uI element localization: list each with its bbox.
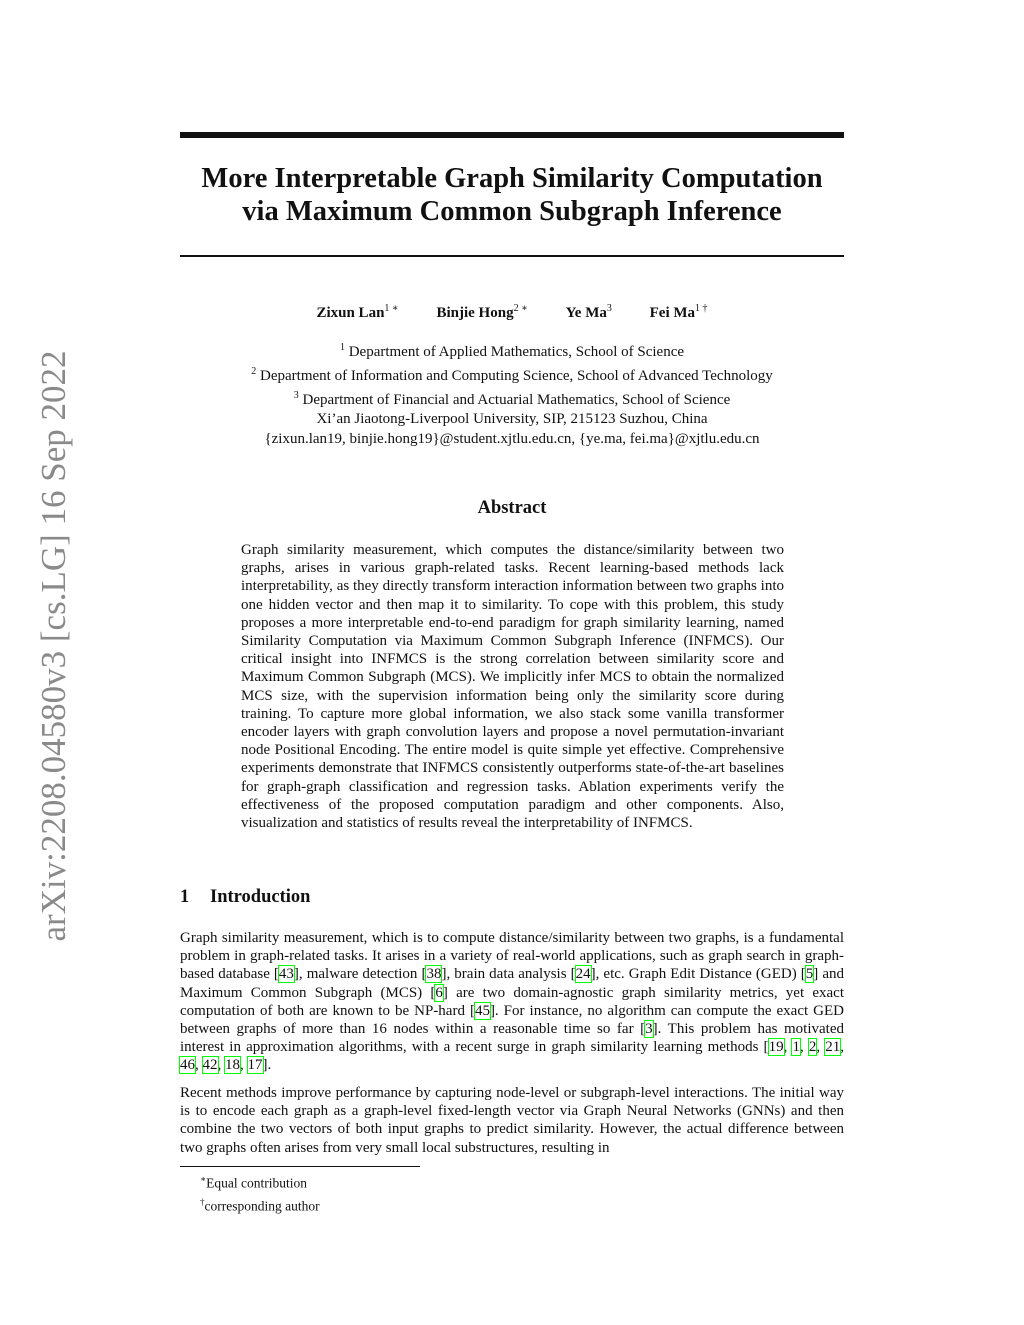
title-line-2: via Maximum Common Subgraph Inference xyxy=(242,196,782,227)
paragraph-text: Graph similarity measurement, which is to compute distance/similarity between two graphs, is a fundamental problem in graph-related tasks. It arises in a variety of real-world applications, such as graph search in graph-based database [ xyxy=(180,930,844,983)
author-name: Zixun Lan xyxy=(316,305,385,321)
section-heading-introduction xyxy=(180,886,310,908)
citation-link[interactable]: 18 xyxy=(225,1057,240,1074)
affiliation-3 xyxy=(180,386,844,410)
author-zixun-lan xyxy=(316,298,398,324)
title-line-1: More Interpretable Graph Similarity Computation xyxy=(201,163,823,194)
affiliation-1 xyxy=(180,338,844,362)
citation-link[interactable]: 43 xyxy=(278,966,294,983)
citation-separator: , xyxy=(799,1039,809,1056)
citation-link[interactable]: 2 xyxy=(808,1039,817,1056)
paragraph-text: ], malware detection [ xyxy=(293,966,427,983)
citation-link[interactable]: 38 xyxy=(426,966,442,983)
affiliation-mark: 3 xyxy=(293,390,299,401)
citation-link[interactable]: 45 xyxy=(474,1002,490,1019)
paragraph-text: ]. This problem has motivated interest in approximation algorithms, with a recent surge in graph similarity learning methods [ xyxy=(180,1021,844,1056)
author-name: Binjie Hong xyxy=(436,305,514,321)
affiliation-mark: 1 xyxy=(339,342,345,353)
footnotes xyxy=(200,1170,320,1215)
title-top-rule xyxy=(180,132,844,138)
paragraph-text: ], etc. Graph Edit Distance (GED) [ xyxy=(590,966,806,983)
affiliation-mark: 2 xyxy=(251,366,257,377)
citation-separator: , xyxy=(783,1039,793,1056)
citation-link[interactable]: 46 xyxy=(180,1057,195,1074)
footnote-text: corresponding author xyxy=(204,1198,320,1213)
title-bottom-rule xyxy=(180,255,844,257)
author-name: Fei Ma xyxy=(649,305,696,321)
author-fei-ma xyxy=(650,298,708,324)
paragraph-text: ], brain data analysis [ xyxy=(441,966,576,983)
citation-link[interactable]: 17 xyxy=(247,1057,263,1074)
author-mark: 1 † xyxy=(695,303,708,314)
affiliation-text: Department of Information and Computing Science, School of Advanced Technology xyxy=(256,368,773,384)
author-mark: 3 xyxy=(606,303,612,314)
citation-link[interactable]: 6 xyxy=(435,984,443,1001)
footnote-corresponding-author xyxy=(200,1193,320,1216)
citation-separator: , xyxy=(816,1039,826,1056)
paragraph-text: ] are two domain-agnostic graph similarity metrics, yet exact computation of both are known to be NP-hard [ xyxy=(180,984,844,1019)
footnote-equal-contribution xyxy=(200,1170,320,1193)
citation-separator: , xyxy=(217,1057,225,1074)
citation-link[interactable]: 19 xyxy=(768,1039,784,1056)
citation-link[interactable]: 1 xyxy=(792,1039,800,1056)
author-list xyxy=(180,298,844,324)
citation-separator: , xyxy=(840,1039,845,1056)
author-ye-ma xyxy=(566,298,612,324)
arxiv-identifier-stamp[interactable]: arXiv:2208.04580v3 [cs.LG] 16 Sep 2022 xyxy=(34,350,73,942)
affiliation-university xyxy=(180,410,844,429)
footnote-text: Equal contribution xyxy=(206,1175,307,1191)
introduction-paragraph-2: Recent methods improve performance by capturing node-level or subgraph-level interactions. The initial way is to encode each graph as a graph-level fixed-length vector via Graph Neural Networks (GNNs) and then combine the two vectors of both input graphs to predict similarity. However, the actual difference between two graphs often arises from very small local substructures, resulting in xyxy=(180,1085,844,1156)
author-emails[interactable]: {zixun.lan19, binjie.hong19}@student.xjtlu.edu.cn, {ye.ma, fei.ma}@xjtlu.edu.cn xyxy=(264,431,760,447)
paragraph-text: ]. For instance, no algorithm can compute the exact GED between graphs of more than 16 nodes within a reasonable time so far [ xyxy=(180,1002,844,1038)
paper-title xyxy=(180,162,844,228)
author-name: Ye Ma xyxy=(565,305,607,321)
abstract-text: Graph similarity measurement, which computes the distance/similarity between two graphs, arises in various graph-related tasks. Recent learning-based methods lack interpretability, as they directly transform interaction information between two graphs into one hidden vector and then map it to similarity. To cope with this problem, this study proposes a more interpretable end-to-end paradigm for graph similarity learning, named Similarity Computation via Maximum Common Subgraph Inference (INFMCS). Our critical insight into INFMCS is the strong correlation between similarity score and Maximum Common Subgraph (MCS). We implicitly infer MCS to obtain the normalized MCS size, with the supervision information being only the similarity score during training. To capture more global information, we also stack some vanilla transformer encoder layers with graph convolution layers and propose a novel permutation-invariant node Positional Encoding. The entire model is quite simple yet effective. Comprehensive experiments demonstrate that INFMCS consistently outperforms state-of-the-art baselines for graph-graph classification and regression tasks. Ablation experiments verify the effectiveness of the proposed computation paradigm and other components. Also, visualization and statistics of results reveal the interpretability of INFMCS. xyxy=(241,542,784,832)
citation-link[interactable]: 24 xyxy=(575,966,591,983)
abstract-heading: Abstract xyxy=(477,498,547,518)
affiliation-text: Department of Applied Mathematics, School of Science xyxy=(344,344,685,360)
author-mark: 2 ∗ xyxy=(513,303,528,314)
author-mark: 1 ∗ xyxy=(384,303,399,314)
author-binjie-hong xyxy=(436,298,527,324)
affiliation-2 xyxy=(180,362,844,386)
paragraph-text: ]. xyxy=(262,1057,272,1074)
section-number: 1 xyxy=(180,887,190,907)
affiliation-text: Xi’an Jiaotong-Liverpool University, SIP, 215123 Suzhou, China xyxy=(316,411,708,427)
citation-link[interactable]: 5 xyxy=(805,966,814,983)
introduction-paragraph-1 xyxy=(180,929,844,1075)
citation-link[interactable]: 3 xyxy=(645,1021,653,1038)
footnote-rule xyxy=(180,1166,420,1167)
paragraph-text: ] and Maximum Common Subgraph (MCS) [ xyxy=(180,966,844,1001)
footnote-mark: ∗ xyxy=(200,1174,207,1184)
footnote-mark: † xyxy=(200,1196,205,1207)
citation-link[interactable]: 42 xyxy=(202,1057,218,1074)
affiliation-text: Department of Financial and Actuarial Mathematics, School of Science xyxy=(298,392,731,408)
citation-link[interactable]: 21 xyxy=(825,1039,841,1056)
affiliation-list xyxy=(180,338,844,429)
citation-separator: , xyxy=(240,1057,248,1074)
citation-separator: , xyxy=(195,1057,203,1074)
section-title: Introduction xyxy=(210,887,311,907)
